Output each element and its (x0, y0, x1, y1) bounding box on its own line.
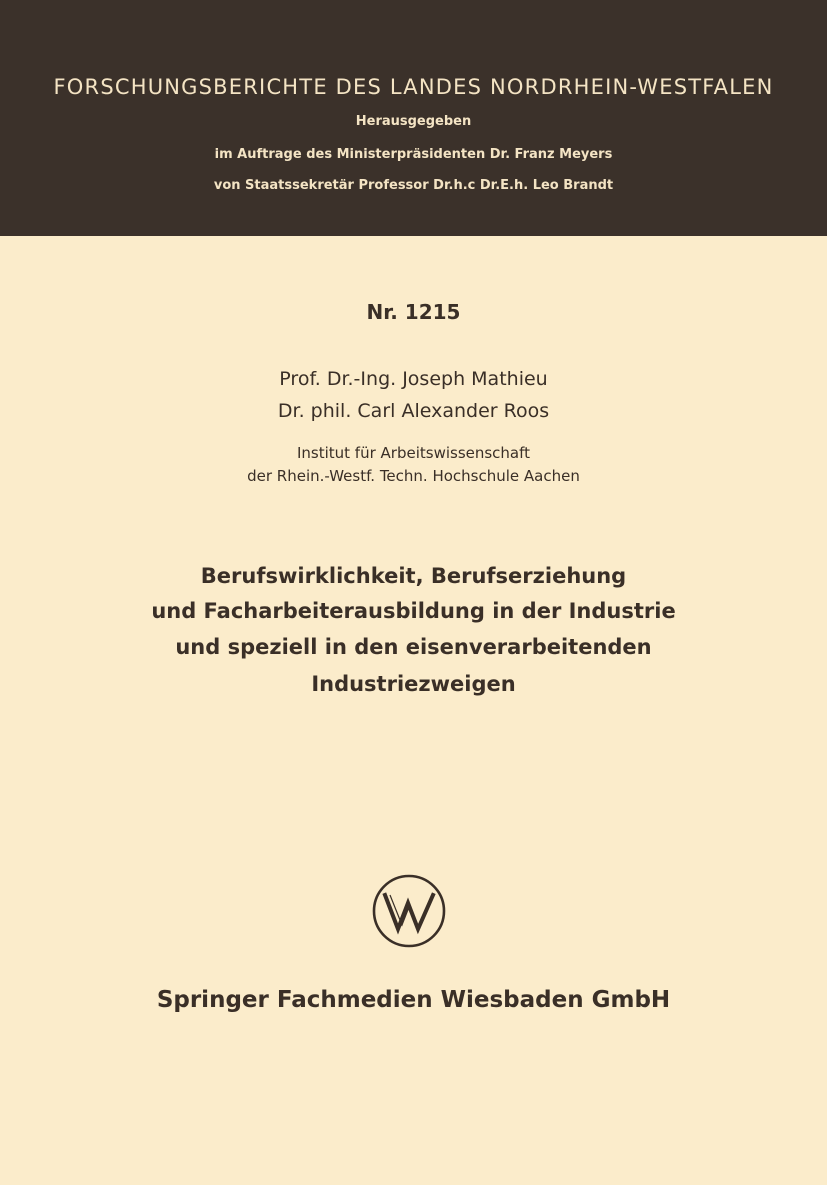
institute-line-1: Institut für Arbeitswissenschaft (296, 444, 531, 462)
book-title-line-1: Berufswirklichkeit, Berufserziehung (200, 564, 627, 588)
author-2: Dr. phil. Carl Alexander Roos (277, 400, 550, 422)
editor-line-1: im Auftrage des Ministerpräsidenten Dr. Franz Meyers (214, 147, 613, 162)
series-header-band (0, 0, 827, 236)
report-number: Nr. 1215 (366, 300, 461, 324)
book-title-line-4: Industriezweigen (311, 672, 516, 696)
book-title-line-3: und speziell in den eisenverarbeitenden (175, 635, 652, 659)
publisher-name: Springer Fachmedien Wiesbaden GmbH (156, 987, 671, 1013)
editor-label: Herausgegeben (355, 114, 472, 129)
institute-line-2: der Rhein.-Westf. Techn. Hochschule Aachen (247, 467, 580, 485)
series-title: FORSCHUNGSBERICHTE DES LANDES NORDRHEIN-WESTFALEN (53, 75, 774, 99)
editor-line-2: von Staatssekretär Professor Dr.h.c Dr.E.h. Leo Brandt (213, 178, 614, 193)
book-title-line-2: und Facharbeiterausbildung in der Industrie (151, 599, 676, 623)
publisher-logo-icon (371, 873, 447, 949)
author-1: Prof. Dr.-Ing. Joseph Mathieu (279, 368, 548, 390)
